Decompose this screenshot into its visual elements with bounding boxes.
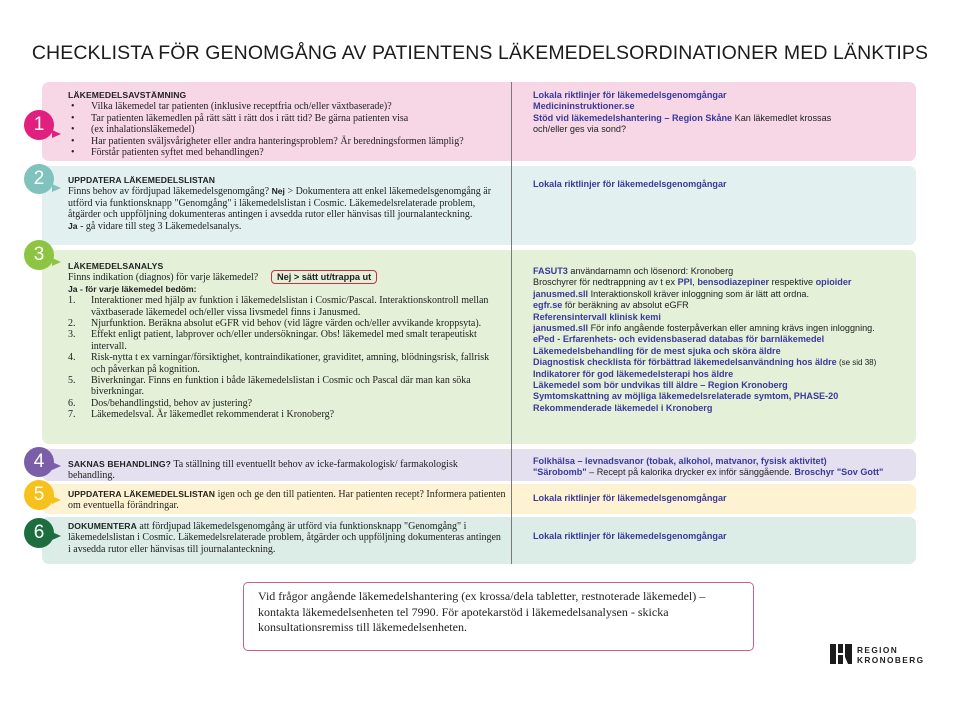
step-3-links [533, 266, 905, 414]
list-item [68, 352, 506, 375]
list-item [68, 295, 506, 318]
list-text: Njurfunktion. Beräkna absolut eGFR vid behov (vid lägre värden och/eller avvikande kroppsyta). [91, 318, 482, 330]
contact-info-text: Vid frågor angående läkemedelshantering (ex krossa/dela tabletter, restnoterade läkemedel) – kontakta läkemedelsenheten tel 7990. För apotekarstöd i läkemedelsanalysen - skicka konsultationsremiss till läkemedelsenheten. [258, 589, 706, 634]
list-item [68, 409, 506, 420]
step-heading: LÄKEMEDELSANALYS [68, 261, 164, 271]
step-4-paragraph [68, 459, 506, 482]
link[interactable]: PPI [677, 277, 693, 288]
list-number: 3. [68, 329, 76, 341]
step-5-links [533, 493, 905, 504]
list-text: Interaktioner med hjälp av funktion i läkemedelslistan i Cosmic/Pascal. Interaktionskontroll mellan växtbaserade läkemedel och/eller vissa livsmedel finns i Janusmed. [91, 295, 489, 318]
list-item: • Tar patienten läkemedlen på rätt sätt i rätt dos i rätt tid? Be gärna patienten visa [68, 113, 506, 124]
step-3-list [68, 295, 506, 420]
list-item-continuation [68, 124, 506, 135]
link-row [533, 467, 905, 478]
region-kronoberg-logo-icon [829, 643, 853, 665]
link[interactable]: Stöd vid läkemedelshantering – Region Skåne [533, 112, 733, 123]
text: att fördjupad läkemedelsgenomgång är utförd via funktionsknapp "Genomgång" i läkemedelslistan i Cosmic. Läkemedelsrelaterade problem, åtgärder och uppföljning dokumenteras antingen i avsedda rutor eller hänvisas till journalanteckning. [68, 521, 501, 555]
logo-line: REGION [857, 645, 899, 655]
text-bold: Nej [271, 186, 285, 197]
link-row [533, 300, 905, 311]
link-note: , [692, 277, 698, 288]
link[interactable]: Läkemedelsbehandling för de mest sjuka och sköra äldre [533, 345, 781, 356]
list-number: 2. [68, 318, 76, 330]
logo-wordmark [857, 645, 924, 665]
list-item [68, 318, 506, 329]
link-row [533, 289, 905, 300]
link[interactable]: Lokala riktlinjer för läkemedelsgenomgångar [533, 179, 727, 189]
step-5-paragraph [68, 489, 506, 512]
list-item: • Har patienten sväljsvårigheter eller andra hanteringsproblem? Är beredningsformen lämplig? [68, 136, 506, 147]
link[interactable]: Medicininstruktioner.se [533, 101, 635, 112]
step-6-links [533, 531, 905, 542]
step-number-pointer [52, 184, 61, 192]
list-text: Dos/behandlingstid, behov av justering? [91, 397, 253, 409]
list-item: • Vilka läkemedel tar patienten (inklusive receptfria och/eller växtbaserade)? [68, 101, 506, 112]
step-number-pointer [52, 130, 61, 138]
link-note: för beräkning av absolut eGFR [562, 300, 689, 311]
link-note: För info angående fosterpåverkan eller amning krävs ingen inloggning. [588, 323, 875, 334]
link-note: (se sid 38) [836, 358, 877, 368]
link[interactable]: Folkhälsa – levnadsvanor (tobak, alkohol, matvanor, fysisk aktivitet) [533, 456, 827, 466]
step-number-badge: 3 [24, 240, 54, 270]
step-3-intro: Finns indikation (diagnos) för varje läkemedel? [68, 272, 259, 284]
step-heading: UPPDATERA LÄKEMEDELSLISTAN [68, 489, 216, 499]
link[interactable]: ePed - Erfarenhets- och evidensbaserad databas för barnläkemedel [533, 334, 825, 345]
list-text: Läkemedelsval. Är läkemedlet rekommenderat i Kronoberg? [91, 409, 335, 421]
link[interactable]: opioider [815, 277, 852, 288]
step-3-subheading [68, 284, 506, 295]
link[interactable]: janusmed.sll [533, 323, 589, 334]
step-number-pointer [52, 462, 61, 470]
step-4-content [68, 459, 506, 482]
discontinue-tag: Nej > sätt ut/trappa ut [271, 270, 377, 284]
step-2-links [533, 179, 905, 190]
step-1-links [533, 90, 905, 136]
list-item-text: (ex inhalationsläkemedel) [91, 124, 195, 136]
link-row [533, 323, 905, 334]
link-row [533, 266, 905, 277]
step-6-content [68, 521, 506, 555]
step-heading: LÄKEMEDELSAVSTÄMNING [68, 90, 187, 100]
list-item [68, 329, 506, 352]
logo-line: KRONOBERG [857, 655, 925, 665]
link[interactable]: Lokala riktlinjer för läkemedelsgenomgångar [533, 531, 727, 541]
step-number-pointer [52, 258, 61, 266]
text: Ta ställning till eventuellt behov av icke-farmakologisk/ farmakologisk behandling. [68, 459, 458, 482]
text: igen och ge den till patienten. Har patienten recept? Informera patienten om eventuella förändringar. [68, 489, 506, 512]
list-number: 6. [68, 397, 76, 409]
text-bold: Ja - för varje läkemedel bedöm: [68, 283, 197, 294]
step-number-badge: 1 [24, 110, 54, 140]
list-text: Effekt enligt patient, labprover och/eller undersökningar. Obs! läkemedel med smalt terapeutiskt intervall. [91, 329, 477, 352]
link[interactable]: janusmed.sll [533, 288, 589, 299]
link[interactable]: Broschyr "Sov Gott" [794, 467, 884, 478]
step-number-pointer [52, 532, 61, 540]
link[interactable]: Lokala riktlinjer för läkemedelsgenomgångar [533, 90, 727, 100]
list-item [68, 398, 506, 409]
link-note: – Recept på kalorika drycker ex inför sänggående. [586, 467, 795, 478]
link[interactable]: Rekommenderade läkemedel i Kronoberg [533, 402, 713, 413]
list-item: • Förstår patienten syftet med behandlingen? [68, 147, 506, 158]
step-heading: SAKNAS BEHANDLING? [68, 459, 172, 469]
step-1-content [68, 90, 506, 158]
list-text: Biverkningar. Finns en funktion i både läkemedelslistan i Cosmic och Pascal där man kan söka biverkningar. [91, 375, 471, 398]
step-2-content [68, 175, 506, 232]
link-note: Broschyrer för nedtrappning av t ex [533, 277, 678, 288]
step-1-bullets [68, 101, 506, 158]
list-text: Risk-nytta t ex varningar/försiktighet, kontraindikationer, graviditet, amning, blödningsrisk, fallrisk och påverkan på kognition. [91, 352, 490, 375]
step-3-content [68, 261, 506, 421]
contact-info-box [243, 582, 754, 651]
link[interactable]: egfr.se [533, 300, 563, 311]
text: - gå vidare till steg 3 Läkemedelsanalys. [77, 220, 242, 232]
link-note: respektive [769, 277, 816, 288]
link-row [533, 357, 905, 368]
link-note: användarnamn och lösenord: Kronoberg [567, 266, 734, 276]
link[interactable]: Diagnostisk checklista för förbättrad läkemedelsanvändning hos äldre [533, 357, 837, 368]
link[interactable]: Indikatorer för god läkemedelsterapi hos äldre [533, 368, 734, 379]
step-6-paragraph [68, 521, 506, 555]
link[interactable]: bensodiazepiner [697, 277, 770, 288]
link[interactable]: Lokala riktlinjer för läkemedelsgenomgångar [533, 493, 727, 503]
list-number: 1. [68, 295, 76, 307]
list-number: 4. [68, 352, 76, 364]
step-2-paragraph [68, 186, 506, 220]
link-note: Interaktionskoll kräver inloggning som är lätt att ordna. [588, 288, 809, 299]
link[interactable]: Symtomskattning av möjliga läkemedelsrelaterade symtom, PHASE-20 [533, 391, 839, 402]
list-item [68, 375, 506, 398]
step-2-paragraph [68, 221, 506, 232]
list-number: 5. [68, 375, 76, 387]
link[interactable]: FASUT3 [533, 266, 568, 276]
step-number-badge: 2 [24, 164, 54, 194]
step-4-links [533, 456, 905, 479]
text-bold: Ja [68, 220, 78, 231]
step-number-badge: 4 [24, 447, 54, 477]
link-row [533, 277, 905, 288]
text: > Dokumentera att enkel läkemedelsgenomgång är utförd via funktionsknapp "Genomgång" i läkemedelslistan i Cosmic. Läkemedelsrelaterade problem, åtgärder och uppföljning dokumenteras antingen i avsedda rutor eller hänvisas till journalanteckning. [68, 186, 492, 221]
text: Finns behov av fördjupad läkemedelsgenomgång? [68, 186, 272, 198]
list-number: 7. [68, 409, 76, 421]
link[interactable]: "Särobomb" [533, 467, 587, 478]
step-5-content [68, 489, 506, 512]
page-title: CHECKLISTA FÖR GENOMGÅNG AV PATIENTENS LÄKEMEDELSORDINATIONER MED LÄNKTIPS [31, 42, 929, 64]
column-divider [511, 82, 512, 564]
step-number-badge: 6 [24, 518, 54, 548]
link[interactable]: Referensintervall klinisk kemi [533, 311, 661, 322]
step-number-pointer [52, 496, 61, 504]
step-number-badge: 5 [24, 480, 54, 510]
step-heading: UPPDATERA LÄKEMEDELSLISTAN [68, 175, 216, 185]
step-heading: DOKUMENTERA [68, 521, 137, 531]
link-note: Kan läkemedlet krossas och/eller ges via sond? [533, 112, 832, 135]
link[interactable]: Läkemedel som bör undvikas till äldre – Region Kronoberg [533, 380, 788, 391]
